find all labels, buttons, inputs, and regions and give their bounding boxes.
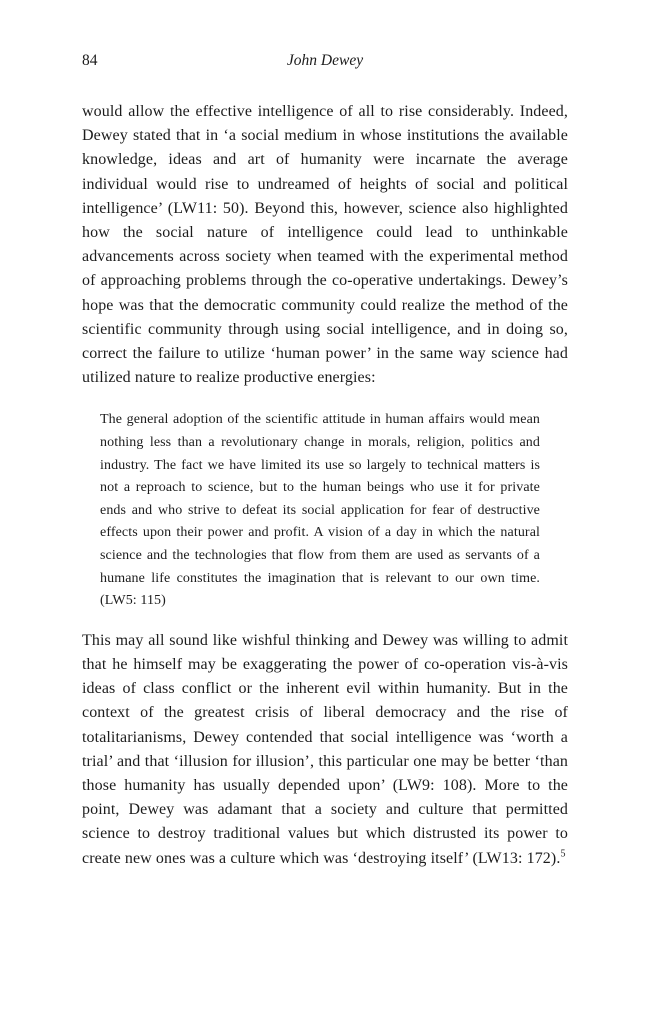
paragraph-wishful-thinking [82,629,568,871]
running-title: John Dewey [286,52,364,69]
page-body [82,100,568,871]
footnote-marker: 5 [560,848,566,860]
page-number: 84 [82,52,98,69]
block-quote-scientific-attitude: The general adoption of the scientific attitude in human affairs would mean nothing less than a revolutionary change in morals, religion, politics and industry. The fact we have limited its use so largely to technical matters is not a reproach to science, but to the human beings who use it for private ends and who strive to defeat its social application for fear of destructive effects upon their power and profit. A vision of a day in which the natural science and the technologies that flow from them are used as servants of a humane life constitutes the imagination that is relevant to our own time. (LW5: 115) [100,412,540,609]
paragraph-intelligence: would allow the effective intelligence of all to rise considerably. Indeed, Dewey stated that in ‘a social medium in whose institutions the available knowledge, ideas and art of humanity were incarnate the average individual would rise to undreamed of heights of social and political intelligence’ (LW11: 50). Beyond this, however, science also highlighted how the social nature of intelligence could lead to unthinkable advancements across society when teamed with the experimental method of approaching problems through the co-operative undertakings. Dewey’s hope was that the democratic community could realize the method of the scientific community through using social intelligence, and in doing so, correct the failure to utilize ‘human power’ in the same way science had utilized nature to realize productive energies: [82,103,568,387]
page-header [82,52,568,74]
paragraph-wishful-thinking-text: This may all sound like wishful thinking and Dewey was willing to admit that he himself may be exaggerating the power of co-operation vis-à-vis ideas of class conflict or the inherent evil within humanity. But in the context of the greatest crisis of liberal democracy and the rise of totalitarianisms, Dewey contended that social intelligence was ‘worth a trial’ and that ‘illusion for illusion’, this particular one may be better ‘than those humanity has usually depended upon’ (LW9: 108). More to the point, Dewey was adamant that a society and culture that permitted science to destroy traditional values but which distrusted its power to create new ones was a culture which was ‘destroying itself’ (LW13: 172). [82,631,568,867]
